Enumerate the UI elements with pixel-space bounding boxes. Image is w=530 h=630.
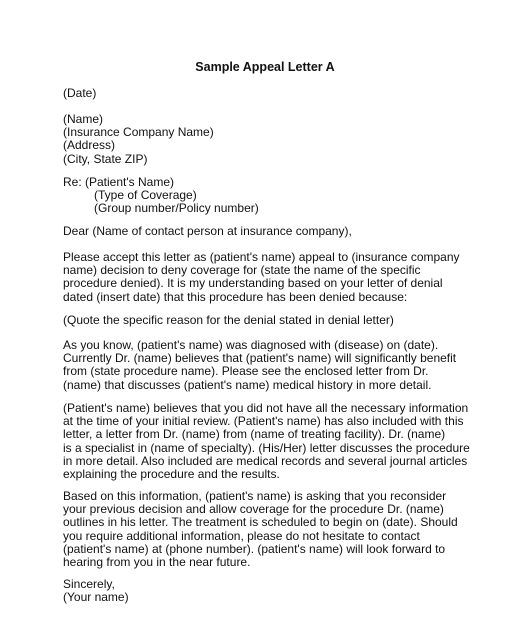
paragraph-1 (63, 251, 473, 304)
paragraph-line: outlines in his letter. The treatment is scheduled to begin on (date). Should (63, 515, 458, 530)
paragraph-line: letter, a letter from Dr. (name) from (name of treating facility). Dr. (name) (63, 427, 446, 442)
salutation-text: Dear (Name of contact person at insurance company), (63, 224, 352, 238)
paragraph-line: name) decision to deny coverage for (state the name of the specific (63, 263, 421, 278)
salutation (63, 225, 473, 238)
paragraph-line: is a specialist in (name of specialty). (His/Her) letter discusses the procedure (63, 440, 470, 455)
sign-off: Sincerely, (63, 577, 115, 591)
paragraph-line: dated (insert date) that this procedure has been denied because: (63, 289, 408, 304)
paragraph-line: Based on this information, (patient's name) is asking that you reconsider (63, 489, 447, 503)
recipient-name: (Name) (63, 112, 104, 126)
paragraph-line: Please accept this letter as (patient's name) appeal to (insurance company (63, 250, 460, 264)
paragraph-line: (Quote the specific reason for the denial stated in denial letter) (63, 313, 394, 327)
recipient-city: (City, State ZIP) (63, 151, 148, 166)
paragraph-line: from (state procedure name). Please see the enclosed letter from Dr. (63, 364, 429, 379)
re-patient-name: Re: (Patient's Name) (63, 175, 174, 189)
paragraph-line: explaining the procedure and the results. (63, 467, 280, 482)
paragraph-line: your previous decision and allow coverage for the procedure Dr. (name) (63, 502, 444, 517)
paragraph-line: in more detail. Also included are medical records and several journal articles (63, 453, 468, 468)
paragraph-2 (63, 314, 473, 327)
recipient-address (63, 113, 473, 166)
paragraph-line: Currently Dr. (name) believes that (patient's name) will significantly benefit (63, 351, 457, 366)
signature-name: (Your name) (63, 590, 129, 605)
recipient-address-line: (Address) (63, 138, 116, 153)
re-block (63, 176, 473, 216)
closing (63, 578, 473, 604)
paragraph-line: hearing from you in the near future. (63, 555, 251, 570)
page-title: Sample Appeal Letter A (195, 60, 335, 74)
paragraph-line: (patient's name) at (phone number). (patient's name) will look forward to (63, 541, 446, 556)
paragraph-line: procedure denied). It is my understanding based on your letter of denial (63, 276, 443, 291)
paragraph-line: at the time of your initial review. (Patient's name) has also included with this (63, 414, 464, 429)
paragraph-line: (Patient's name) believes that you did not have all the necessary information (63, 401, 469, 415)
paragraph-line: you require additional information, please do not hesitate to contact (63, 528, 420, 543)
paragraph-3 (63, 339, 473, 392)
date-text: (Date) (63, 86, 97, 100)
paragraph-line: As you know, (patient's name) was diagnosed with (disease) on (date). (63, 338, 439, 352)
date-line (63, 87, 473, 100)
paragraph-4 (63, 402, 473, 481)
paragraph-5 (63, 490, 473, 569)
recipient-company: (Insurance Company Name) (63, 125, 214, 140)
re-coverage-type: (Type of Coverage) (94, 188, 197, 203)
re-policy-number: (Group number/Policy number) (94, 201, 259, 216)
paragraph-line: (name) that discusses (patient's name) medical history in more detail. (63, 377, 432, 392)
